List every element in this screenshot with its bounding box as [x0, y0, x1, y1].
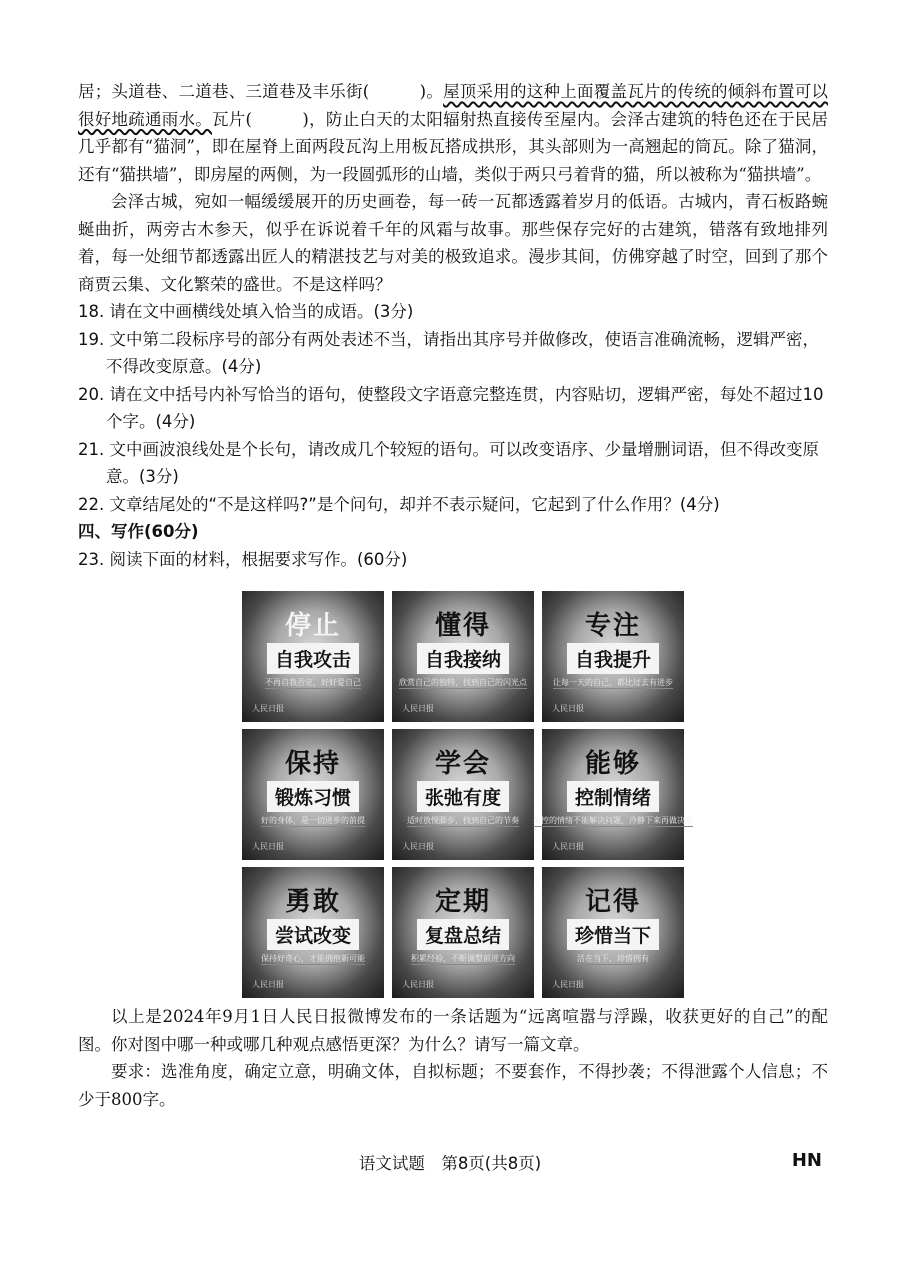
question-23: 23. 阅读下面的材料，根据要求写作。(60分): [78, 549, 408, 569]
card: [392, 591, 534, 722]
question-21: 21. 文中画波浪线处是个长句，请改成几个较短的语句。可以改变语序、少量增删词语，但不得改变原意。(3分): [78, 439, 819, 486]
card-caption: 好的身体，是一切进步的前提: [261, 816, 365, 825]
passage: [78, 78, 828, 573]
question-22: 22. 文章结尾处的“不是这样吗?”是个问句，却并不表示疑问，它起到了什么作用？(4分): [78, 494, 720, 514]
logo: 人民日报: [252, 842, 284, 851]
passage-paragraph-2: 会泽古城，宛如一幅缓缓展开的历史画卷，每一砖一瓦都透露着岁月的低语。古城内，青石板路蜿蜒曲折，两旁古木参天，似乎在诉说着千年的风霜与故事。那些保存完好的古建筑，错落有致地排列着，每一处细节都透露出匠人的精湛技艺与对美的极致追求。漫步其间，仿佛穿越了时空，回到了那个商贾云集、文化繁荣的盛世。不是这样吗？: [78, 192, 828, 294]
card-subtitle: 自我攻击: [267, 643, 359, 674]
logo: 人民日报: [252, 980, 284, 989]
card-title: 记得: [584, 887, 641, 917]
card-caption: 不再自我否定，好好爱自己: [265, 678, 361, 687]
footer-label: 语文试题 第8页(共8页): [358, 1154, 542, 1173]
card-caption: 积累经验，不断调整前进方向: [411, 954, 515, 963]
card-title: 学会: [434, 749, 491, 779]
card-subtitle: 尝试改变: [267, 919, 359, 950]
question-19: 19. 文中第二段标序号的部分有两处表述不当，请指出其序号并做修改，使语言准确流畅，逻辑严密，不得改变原意。(4分): [78, 329, 819, 376]
page-footer: [0, 1150, 900, 1174]
passage-text: 居；头道巷、二道巷、三道巷及丰乐街( )。: [78, 82, 444, 101]
card: [242, 591, 384, 722]
question-20: 20. 请在文中括号内补写恰当的语句，使整段文字语意完整连贯，内容贴切，逻辑严密，每处不超过10个字。(4分): [78, 384, 824, 431]
card: [392, 867, 534, 998]
card-subtitle: 复盘总结: [417, 919, 509, 950]
writing-prompt: [78, 1003, 828, 1113]
card-title: 能够: [584, 749, 641, 779]
footer-code: HN: [791, 1150, 822, 1171]
card-caption: 活在当下，珍惜拥有: [577, 954, 649, 963]
card: [242, 729, 384, 860]
card-caption: 保持好奇心，才能拥抱新可能: [261, 954, 365, 963]
logo: 人民日报: [402, 980, 434, 989]
logo: 人民日报: [252, 704, 284, 713]
card-title: 专注: [584, 611, 641, 641]
card-title: 定期: [434, 887, 491, 917]
card: [542, 867, 684, 998]
card-subtitle: 张弛有度: [417, 781, 509, 812]
card-title: 保持: [284, 749, 341, 779]
passage-text: 瓦片( )，防止白天的太阳辐射热直接传至屋内。会泽古建筑的特色还在于民居几乎都有“猫洞”，即在屋脊上面两段瓦沟上用板瓦搭成拱形，其头部则为一高翘起的筒瓦。除了猫洞，还有“猫拱墙”，即房屋的两侧，为一段圆弧形的山墙，类似于两只弓着背的猫，所以被称为“猫拱墙”。: [78, 109, 829, 184]
image-grid: [242, 591, 693, 999]
requirement-text: 要求：选准角度，确定立意，明确文体，自拟标题；不要套作，不得抄袭；不得泄露个人信息；不少于800字。: [78, 1062, 828, 1109]
card-title: 停止: [284, 611, 341, 641]
card-subtitle: 锻炼习惯: [267, 781, 359, 812]
card-title: 懂得: [434, 611, 491, 641]
logo: 人民日报: [402, 842, 434, 851]
card-subtitle: 控制情绪: [567, 781, 659, 812]
card: [242, 867, 384, 998]
logo: 人民日报: [552, 842, 584, 851]
section-title: 四、写作(60分): [78, 522, 199, 541]
question-18: 18. 请在文中画横线处填入恰当的成语。(3分): [78, 302, 414, 321]
card-title: 勇敢: [284, 887, 341, 917]
logo: 人民日报: [552, 704, 584, 713]
logo: 人民日报: [402, 704, 434, 713]
card-caption: 欣赏自己的独特，找到自己的闪光点: [399, 678, 527, 687]
card: [533, 729, 693, 860]
card-subtitle: 珍惜当下: [567, 919, 659, 950]
card-caption: 失控的情绪不能解决问题，冷静下来再做决定: [533, 816, 693, 825]
card-caption: 让每一天的自己，都比过去有进步: [553, 678, 673, 687]
card-caption: 适时放慢脚步，找到自己的节奏: [407, 816, 519, 825]
logo: 人民日报: [552, 980, 584, 989]
card: [392, 729, 534, 860]
material-text: 以上是2024年9月1日人民日报微博发布的一条话题为“远离喧嚣与浮躁，收获更好的自己”的配图。你对图中哪一种或哪几种观点感悟更深？为什么？请写一篇文章。: [78, 1007, 828, 1054]
card-subtitle: 自我提升: [567, 643, 659, 674]
card: [542, 591, 684, 722]
passage-paragraph-1: [78, 78, 828, 188]
wavy-underlined-sentence: 屋顶采用的这种上面覆盖瓦片的传统的倾斜布置可以很好地疏通雨水。: [78, 82, 829, 129]
card-subtitle: 自我接纳: [417, 643, 509, 674]
